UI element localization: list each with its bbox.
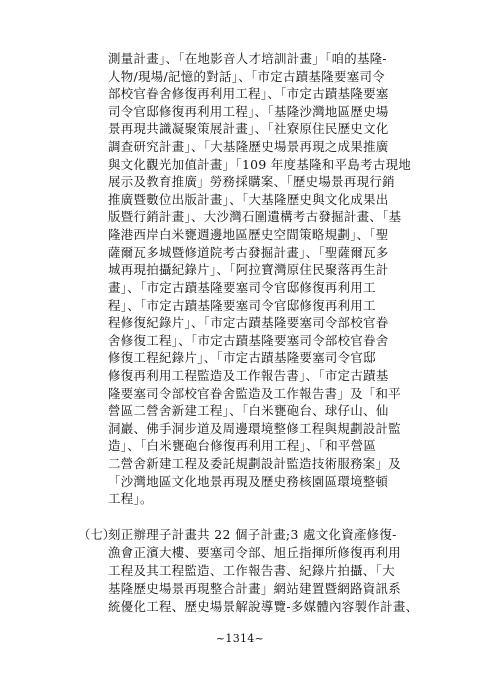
text-line: 調查研究計畫」、「大基隆歷史場景再現之成果推廣 [108, 139, 389, 155]
text-line: 修復再利用工程監造及工作報告書」、「市定古蹟基 [108, 367, 389, 383]
text-line: 畫」、「市定古蹟基隆要塞司令官邸修復再利用工 [108, 279, 376, 295]
item-number-marker: （七） [78, 527, 116, 542]
text-line: 洞巖、佛手洞步道及周邊環境整修工程與規劃設計監 [108, 420, 402, 436]
text-line: 薩爾瓦多城暨修道院考古發掘計畫」、「聖薩爾瓦多 [108, 244, 389, 260]
text-line: 城再現拍攝紀錄片」、「阿拉寶灣原住民聚落再生計 [108, 262, 389, 278]
text-line: 工程」。 [108, 491, 153, 507]
text-line: 修復工程紀錄片」、「市定古蹟基隆要塞司令官邸 [108, 350, 376, 366]
text-line: 司令官邸修復再利用工程」、「基隆沙灣地區歷史場 [108, 103, 389, 119]
text-line: 工程及其工程監造、工作報告書、紀錄片拍攝、「大 [108, 562, 395, 578]
text-line: 造」、「白米甕砲台修復再利用工程」、「和平營區 [108, 438, 377, 454]
text-line: 推廣暨數位出版計畫」、「大基隆歷史與文化成果出 [108, 191, 389, 207]
text-line: 隆港西岸白米甕週邊地區歷史空間策略規劃」、「聖 [108, 227, 389, 243]
text-line: 舍修復工程」、「市定古蹟基隆要塞司令部校官眷舍 [108, 332, 389, 348]
text-line: 人物/現場/記憶的對話」、「市定古蹟基隆要塞司令 [108, 68, 385, 84]
item-seven-paragraph [108, 526, 426, 615]
text-line: 基隆歷史場景再現整合計畫」網站建置暨網路資訊系 [108, 580, 402, 596]
text-line: 二營舍新建工程及委託規劃設計監造技術服務案」及 [108, 456, 402, 472]
text-line: 展示及教育推廣」勞務採購案、「歷史場景再現行銷 [108, 174, 395, 190]
text-line: 版暨行銷計畫」、大沙灣石圍遺構考古發掘計畫、「基 [108, 209, 402, 225]
text-line: 部校官眷舍修復再利用工程」、「市定古蹟基隆要塞 [108, 86, 389, 102]
page-number: ~1314~ [215, 632, 265, 645]
text-line: 刻正辦理子計畫共 22 個子計畫;3 處文化資產修復- [108, 527, 397, 542]
text-line: 與文化觀光加值計畫」「109 年度基隆和平島考古現地 [108, 156, 412, 172]
text-line: 測量計畫」、「在地影音人才培訓計畫」「咱的基隆- [108, 51, 387, 66]
text-line: 程修復紀錄片」、「市定古蹟基隆要塞司令部校官眷 [108, 315, 389, 331]
text-line: 景再現共識凝聚策展計畫」、「社寮原住民歷史文化 [108, 121, 389, 137]
text-line: 「沙灣地區文化地景再現及歷史務核園區環境整頓 [108, 473, 389, 489]
text-line: 程」、「市定古蹟基隆要塞司令官邸修復再利用工 [108, 297, 376, 313]
text-line: 漁會正濱大樓、要塞司令部、旭丘指揮所修復再利用 [108, 544, 402, 560]
text-line: 營區二營舍新建工程」、「白米甕砲台、球仔山、仙 [108, 403, 389, 419]
text-line: 統優化工程、歷史場景解說導覽-多媒體內容製作計畫、 [108, 598, 419, 614]
continued-paragraph [108, 50, 426, 508]
text-line: 隆要塞司令部校官眷舍監造及工作報告書」及「和平 [108, 385, 402, 401]
